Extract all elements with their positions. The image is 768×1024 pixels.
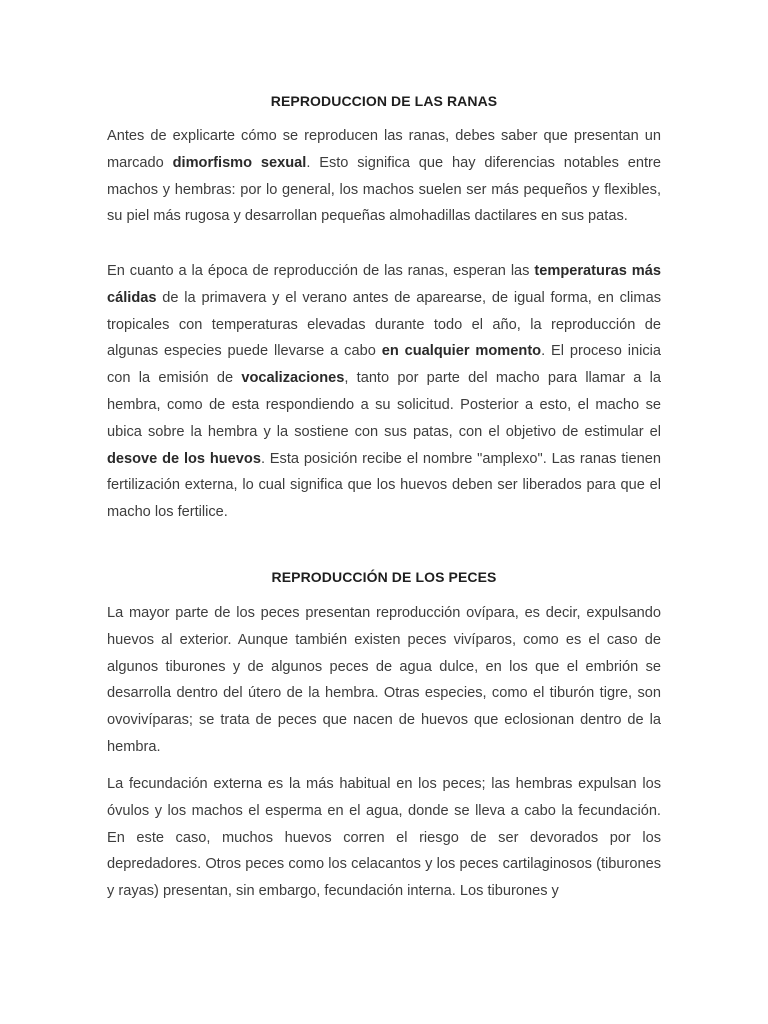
- bold-term: temperaturas más cálidas: [107, 263, 661, 306]
- text-run: En cuanto a la época de reproducción de las ranas, esperan las: [107, 263, 535, 279]
- paragraph-peces-2: [107, 771, 661, 905]
- text-run: . El proceso inicia con la emisión de: [107, 343, 661, 387]
- text-run: , tanto por parte del macho para llamar a la hembra, como de esta respondiendo a su solicitud. Posterior a esto, el macho se ubica sobre la hembra y la sostiene con sus patas, con el objetivo de estimular el: [107, 370, 661, 440]
- bold-term: desove de los huevos: [107, 450, 261, 467]
- text-run: . Esto significa que hay diferencias notables entre machos y hembras: por lo general, los machos suelen ser más pequeños y flexibles, su piel más rugosa y desarrollan pequeñas almohadillas dactilares en sus patas.: [107, 154, 661, 225]
- bold-term: vocalizaciones: [241, 370, 345, 387]
- paragraph-ranas-2: [107, 258, 661, 526]
- paragraph-ranas-1: [107, 123, 661, 230]
- section-title-ranas: REPRODUCCION DE LAS RANAS: [270, 93, 498, 109]
- text-run: La mayor parte de los peces presentan reproducción ovípara, es decir, expulsando huevos al exterior. Aunque también existen peces vivíparos, como es el caso de algunos tiburones y de algunos peces de agua dulce, en los que el embrión se desarrolla dentro del útero de la hembra. Otras especies, como el tiburón tigre, son ovovivíparas; se trata de peces que nacen de huevos que eclosionan dentro de la hembra.: [107, 605, 661, 755]
- text-run: Antes de explicarte cómo se reproducen las ranas, debes saber que presentan un marcado: [107, 128, 661, 171]
- text-run: de la primavera y el verano antes de aparearse, de igual forma, en climas tropicales con temperaturas elevadas durante todo el año, la reproducción de algunas especies puede llevarse a cabo: [107, 289, 661, 360]
- paragraph-peces-1: [107, 600, 661, 761]
- bold-term: en cualquier momento: [381, 343, 542, 360]
- section-title-peces: REPRODUCCIÓN DE LOS PECES: [271, 569, 497, 585]
- bold-term: dimorfismo sexual: [172, 154, 307, 171]
- text-run: La fecundación externa es la más habitual en los peces; las hembras expulsan los óvulos y los machos el esperma en el agua, donde se lleva a cabo la fecundación. En este caso, muchos huevos corren el riesgo de ser devorados por los depredadores. Otros peces como los celacantos y los peces cartilaginosos (tiburones y rayas) presentan, sin embargo, fecundación interna. Los tiburones y: [107, 776, 661, 900]
- text-run: . Esta posición recibe el nombre "amplexo". Las ranas tienen fertilización externa, lo cual significa que los huevos deben ser liberados para que el macho los fertilice.: [107, 450, 661, 521]
